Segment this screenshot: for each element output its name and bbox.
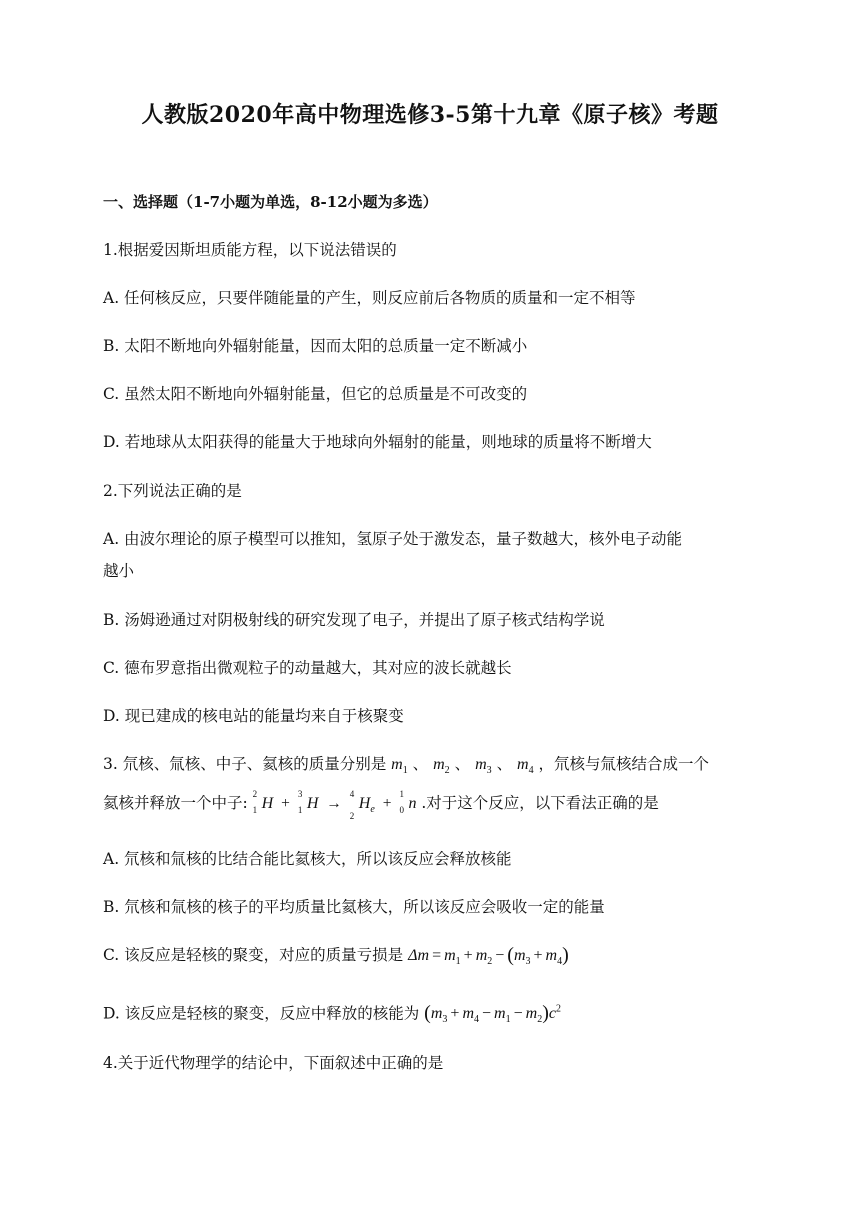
- question-3-option-a: A. 氘核和氚核的比结合能比氦核大，所以该反应会释放核能: [103, 850, 512, 868]
- question-3-stem-text: 3. 氘核、氚核、中子、氦核的质量分别是: [103, 755, 387, 773]
- question-1-stem: 1.根据爱因斯坦质能方程，以下说法错误的: [103, 241, 397, 259]
- arrow-sign: →: [326, 795, 342, 812]
- question-3-stem-line-2: [103, 789, 763, 822]
- question-1-option-a: A. 任何核反应，只要伴随能量的产生，则反应前后各物质的质量和一定不相等: [103, 289, 636, 307]
- separator: 、: [496, 755, 513, 773]
- nuclide-helium: 4 2 $H_e$: [349, 789, 375, 822]
- option-c-text: C. 该反应是轻核的聚变，对应的质量亏损是: [103, 946, 404, 964]
- nuclide-deuterium: 2 1 H: [252, 789, 274, 815]
- question-1-option-b: B. 太阳不断地向外辐射能量，因而太阳的总质量一定不断减小: [103, 337, 528, 355]
- document-title: 人教版2020年高中物理选修3-5第十九章《原子核》考题: [141, 102, 719, 128]
- question-2-option-c: C. 德布罗意指出微观粒子的动量越大，其对应的波长就越长: [103, 659, 512, 677]
- question-3-option-b: B. 氘核和氚核的核子的平均质量比氦核大，所以该反应会吸收一定的能量: [103, 898, 605, 916]
- nuclide-neutron: 1 0 n: [399, 789, 417, 815]
- binding-energy-formula: $(m_3 + m_4 - m_1 - m_2)c^2$: [424, 1002, 561, 1026]
- question-3-option-d: [103, 1000, 763, 1031]
- question-3-stem-text-4: .对于这个反应，以下看法正确的是: [421, 794, 659, 812]
- question-3-stem-line-1: [103, 754, 763, 781]
- question-3-stem-text-2: ，氘核与氚核结合成一个: [538, 755, 710, 773]
- mass-m1: $m_1$: [391, 756, 408, 777]
- plus-sign: +: [382, 795, 392, 812]
- question-3-option-c: [103, 945, 763, 972]
- question-1-option-c: C. 虽然太阳不断地向外辐射能量，但它的总质量是不可改变的: [103, 385, 528, 403]
- plus-sign: +: [281, 795, 290, 812]
- mass-m4: $m_4$: [517, 756, 534, 777]
- question-2-option-a-continued: 越小: [103, 562, 135, 580]
- separator: 、: [454, 755, 471, 773]
- question-2-option-d: D. 现已建成的核电站的能量均来自于核聚变: [103, 707, 404, 725]
- nuclide-tritium: 3 1 H: [297, 789, 319, 815]
- question-1-option-d: D. 若地球从太阳获得的能量大于地球向外辐射的能量，则地球的质量将不断增大: [103, 433, 652, 451]
- mass-m2: $m_2$: [433, 756, 450, 777]
- question-2-option-b: B. 汤姆逊通过对阴极射线的研究发现了电子，并提出了原子核式结构学说: [103, 611, 605, 629]
- section-heading: 一、选择题（1-7小题为单选，8-12小题为多选）: [103, 193, 438, 211]
- separator: 、: [412, 755, 429, 773]
- mass-m3: $m_3$: [475, 756, 492, 777]
- question-3-stem-text-3: 氦核并释放一个中子:: [103, 794, 248, 812]
- mass-defect-formula: $\Delta m = m_1 + m_2 - (m_3 + m_4)$: [408, 944, 569, 968]
- question-2-stem: 2.下列说法正确的是: [103, 482, 242, 500]
- option-d-text: D. 该反应是轻核的聚变，反应中释放的核能为: [103, 1004, 420, 1023]
- question-2-option-a: A. 由波尔理论的原子模型可以推知，氢原子处于激发态，量子数越大，核外电子动能: [103, 530, 683, 548]
- question-4-stem: 4.关于近代物理学的结论中，下面叙述中正确的是: [103, 1054, 444, 1072]
